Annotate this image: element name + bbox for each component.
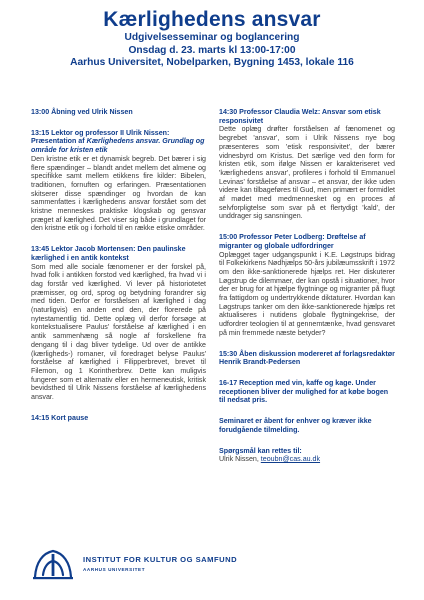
session-reception: 16-17 Reception med vin, kaffe og kage. Under receptionen bliver der mulighed for at købe bogen til nedsat pris. <box>219 378 389 405</box>
header <box>0 8 424 70</box>
session-abstract: Den kristne etik er et dynamisk begreb. Det bærer i sig flere spændinger – blandt andet mellem det almene og specifikke samt mellem etikkens fire kilder: Bibelen, traditionen, fornuften og erfaringen. Præsentationen skitserer disse spændinger og hvordan de kan sammenfattes i kærlighedens ansvar forstået som det kristne menneskes praktiske klogskab og gensvar præget af kærlighed. Det viser sig både i grundlaget for den kristne etik og i forhold til en række etiske områder. <box>31 154 206 233</box>
page-title: Kærlighedens ansvar <box>103 8 321 31</box>
session-heading: 13:45 Lektor Jacob Mortensen: Den paulinske kærlighed i en antik kontekst <box>31 245 186 262</box>
contact-info <box>219 447 395 464</box>
session-heading: 15:00 Professor Peter Lodberg: Drøftelse af migranter og globale udfordringer <box>219 233 366 250</box>
session-opening: 13:00 Åbning ved Ulrik Nissen <box>31 108 133 116</box>
session-welz <box>219 108 395 221</box>
institute-name: INSTITUT FOR KULTUR OG SAMFUND <box>83 555 238 564</box>
contact-line <box>219 455 395 464</box>
session-mortensen <box>31 245 206 402</box>
au-seal-icon <box>31 548 75 580</box>
book-title: Kærlighedens ansvar. Grundlag og område for kristen etik <box>31 137 205 155</box>
session-abstract: Som med alle sociale fænomener er der forskel på, hvad folk i antikken forstod ved kærlighed, fra hvad vi i dag forstår ved kærlighed. Vi lever på historiotetet præmisser, og ord, sprog og betydning forandrer sig med tiden. Derfor er forståelsen af kærlighed i dag (naturligvis) en anden end den, der florerede på nytestamentlig tid. Dette oplæg vil derfor forsøge at kontekstualisere Paulus' forståelse af kærlighed i en antik sammenhæng så nogle af forskellene fra dengang til i dag bliver tydelige. Ud over de antikke (kærligheds-) romaner, vil foredraget belyse Paulus' forståelse af kærlighed i Filipperbrevet, brevet til Filemon, og 1 Korintherbrev. Dette kan muligvis fungerer som et alternativ eller en hermeneutisk, kritisk bevidsthed til Ulrik Nissens forståelse af kærlighedens ansvar. <box>31 262 206 402</box>
session-break: 14:15 Kort pause <box>31 413 89 422</box>
event-subtitle: Udgivelsesseminar og boglancering <box>124 32 300 43</box>
program-left-column <box>31 108 206 435</box>
session-nissen <box>31 129 206 233</box>
contact-email-link[interactable]: teoubn@cas.au.dk <box>260 455 321 464</box>
open-access-note: Seminaret er åbent for enhver og kræver ikke forudgående tilmelding. <box>219 417 372 434</box>
session-lodberg <box>219 233 395 337</box>
session-heading-text: 13:15 Lektor og professor II Ulrik Nissen: Præsentation af <box>31 128 170 146</box>
event-date: Onsdag d. 23. marts kl 13:00-17:00 <box>128 44 296 56</box>
event-location: Aarhus Universitet, Nobelparken, Bygning 1453, lokale 116 <box>70 57 354 68</box>
contact-heading: Spørgsmål kan rettes til: <box>219 446 302 455</box>
session-abstract: Dette oplæg drøfter forståelsen af fænomenet og begrebet 'ansvar', som i Ulrik Nissens nye bog præsenteres som 'etisk responsivitet', der bærer vidnesbyrd om Kristus. Det særlige ved den form for kristen etik, som ifølge Nissen er karakteriseret ved 'kærlighedens ansvar', profileres i forhold til Emmanuel Levinas' forståelse af ansvar – et ansvar, der ikke uden videre kan tilbageføres til Gud, men primært er formidlet af mødet med medmennesket og en proces af selvforpligtelse som svar på et flertydigt 'kald', der unddrager sig sansningen. <box>219 125 395 221</box>
session-heading <box>31 129 206 155</box>
session-heading: 14:30 Professor Claudia Welz: Ansvar som etisk responsivitet <box>219 108 381 125</box>
session-abstract: Oplægget tager udgangspunkt i K.E. Løgstrups bidrag til Folkekirkens Nødhjælps 50-års jubilæumsskrift i 1972 om den ikke-sanktionerede hjælps ret. Her diskuterer Løgstrup de dilemmaer, der kan opstå i situationer, hvor der er brug for at hjælpe flygtninge og migranter på flugt fra fattigdom og undertrykkende diktaturer. Hvordan kan Løgstrups tanker om den ikke-sanktionerede hjælps ret aktualiseres i nutidens globale flygtningekrise, der udfordrer teologien til at gennemtænke, hvad gensvaret på min fremmede næste betyder? <box>219 250 395 337</box>
contact-name: Ulrik Nissen, <box>219 455 261 464</box>
program-right-column <box>219 108 395 476</box>
footer <box>31 548 291 588</box>
session-discussion: 15:30 Åben diskussion modereret af forlagsredaktør Henrik Brandt-Pedersen <box>219 349 395 367</box>
university-name: AARHUS UNIVERSITET <box>83 567 146 572</box>
